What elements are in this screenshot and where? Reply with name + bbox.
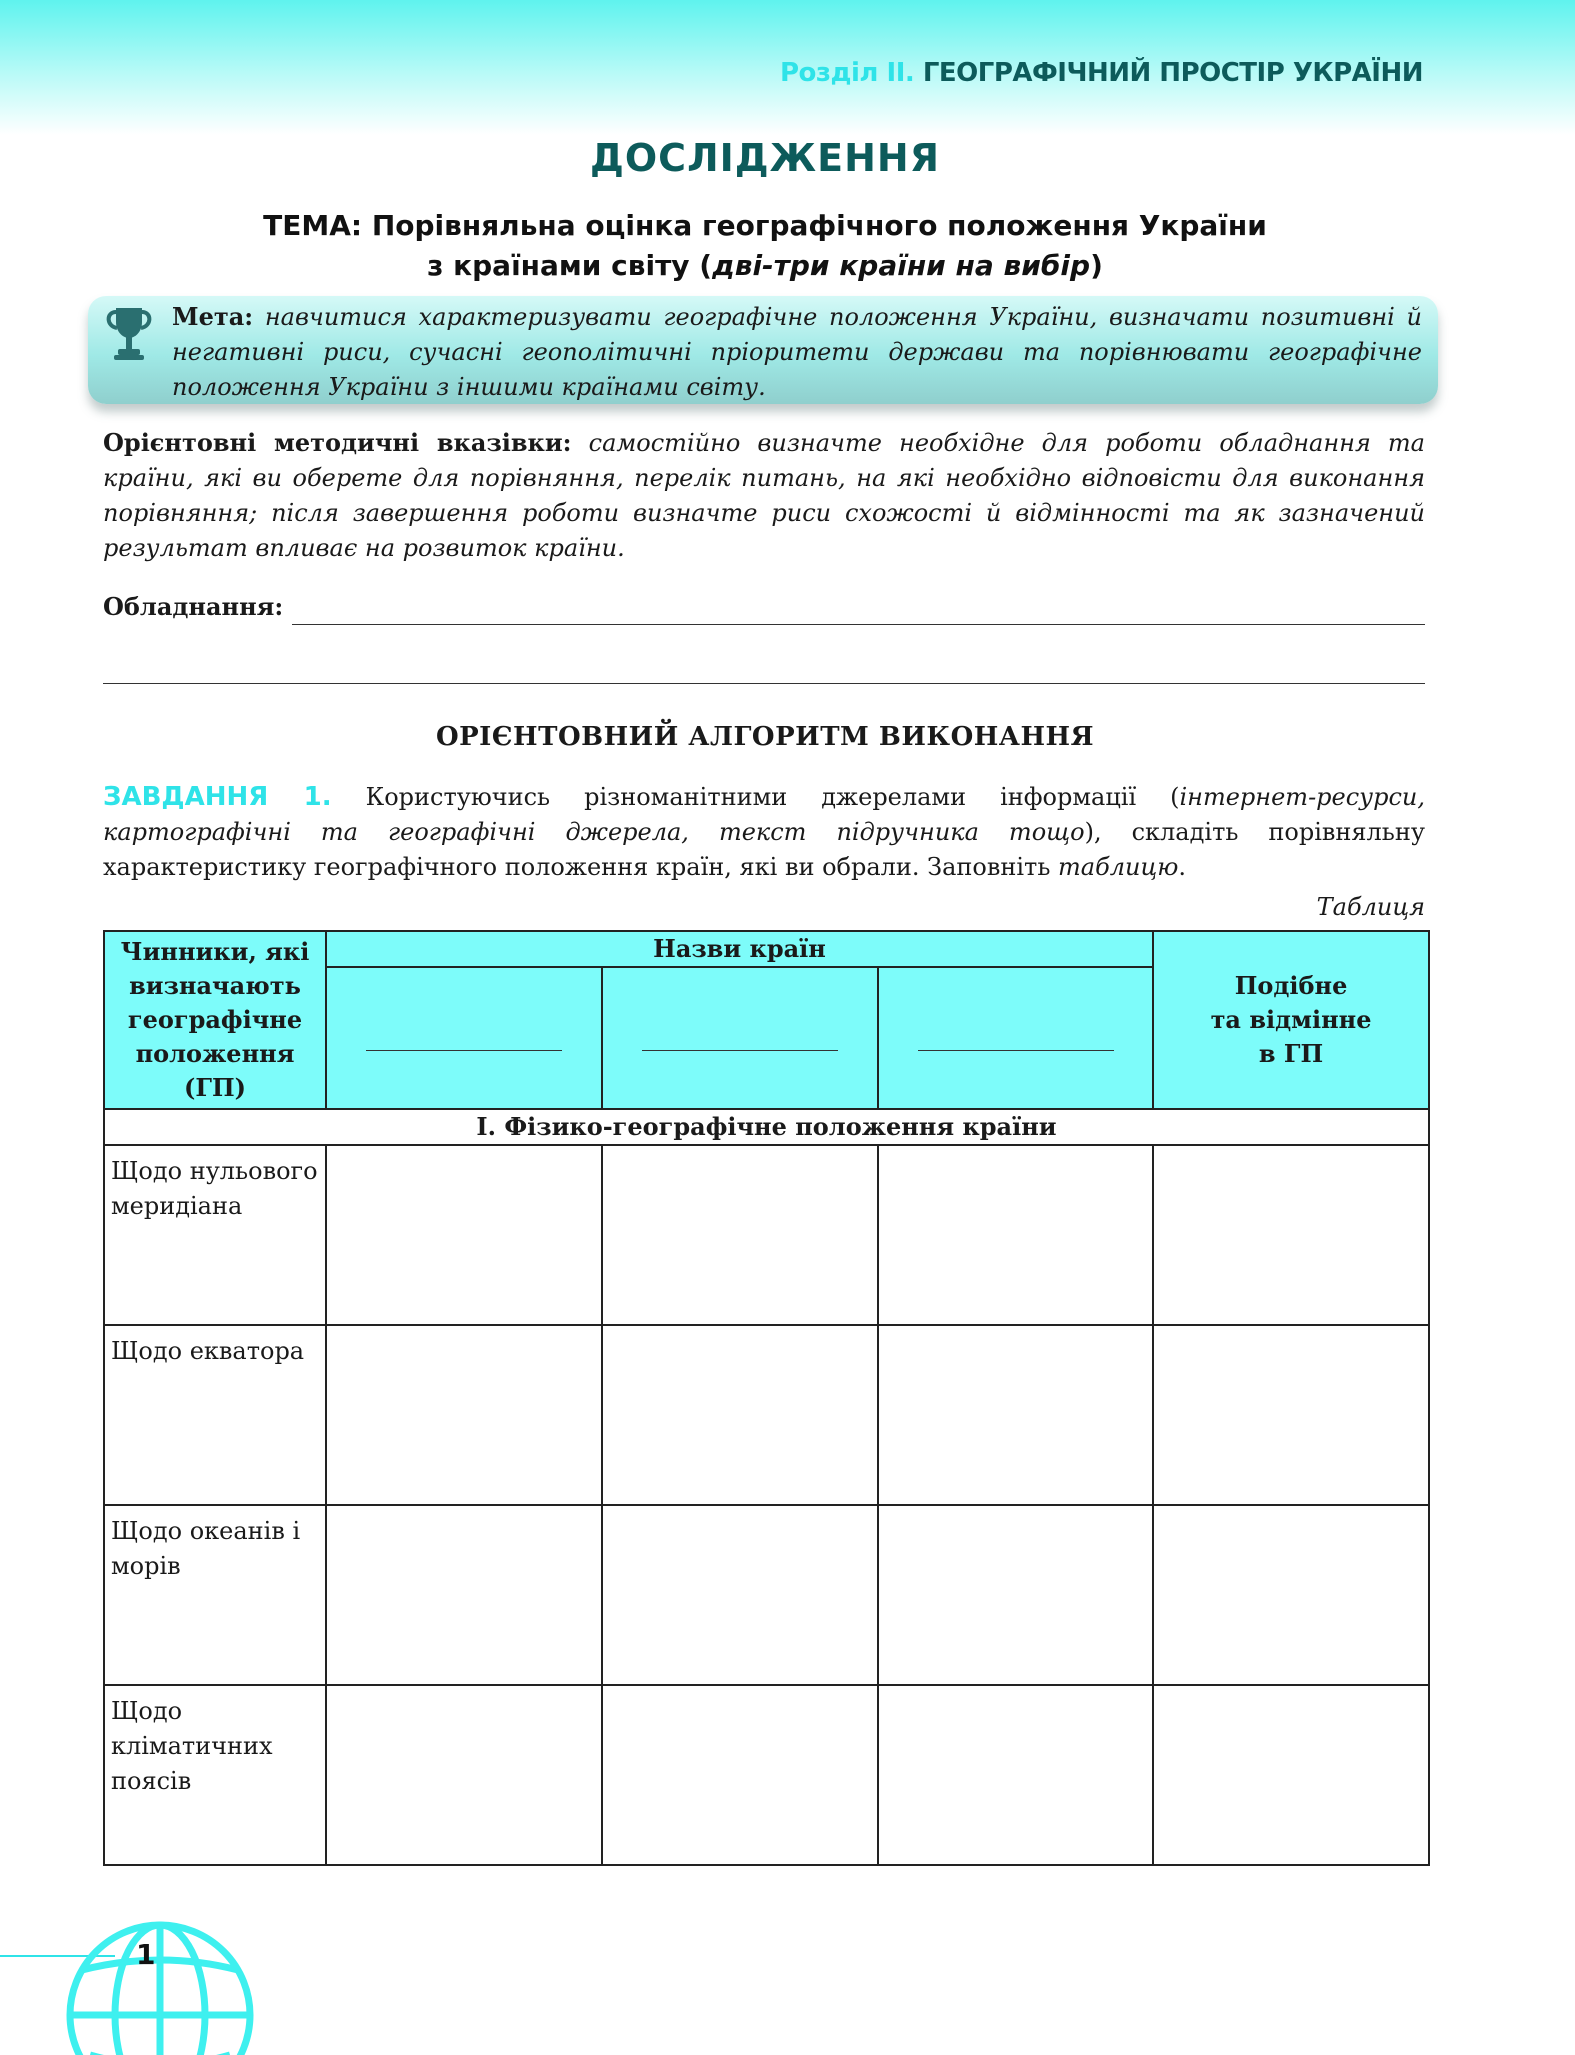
similar-different-header: Подібне та відмінне в ГП: [1153, 931, 1429, 1109]
globe-icon: [60, 1915, 260, 2055]
table-caption: Таблиця: [1316, 893, 1425, 921]
table-row: [104, 1685, 1429, 1865]
factors-header: Чинники, які визначають географічне положення (ГП): [104, 931, 326, 1109]
topic-heading: [0, 206, 1530, 286]
table-cell[interactable]: [326, 1325, 602, 1505]
country-name-field-1[interactable]: [326, 967, 602, 1109]
task-label: ЗАВДАННЯ 1.: [103, 782, 332, 812]
algorithm-title: ОРІЄНТОВНИЙ АЛГОРИТМ ВИКОНАННЯ: [435, 722, 1095, 752]
table-cell[interactable]: [602, 1685, 878, 1865]
equipment-fill-line-1[interactable]: [292, 624, 1425, 625]
table-cell[interactable]: [1153, 1505, 1429, 1685]
table-cell[interactable]: [602, 1325, 878, 1505]
goal-text: Мета: навчитися характеризувати географічне положення України, визначати позитивні й негативні риси, сучасні геополітичні пріоритети держави та порівнювати географічне положення України з іншими країнами світу.: [172, 302, 1423, 401]
table-cell[interactable]: [1153, 1145, 1429, 1325]
row-label-climate-zones: Щодо кліматичних поясів: [104, 1685, 326, 1865]
goal-box: [88, 296, 1438, 404]
table-cell[interactable]: [878, 1325, 1153, 1505]
comparison-table: [103, 930, 1430, 1866]
table-row: [104, 1145, 1429, 1325]
country-name-field-2[interactable]: [602, 967, 878, 1109]
header-title: ГЕОГРАФІЧНИЙ ПРОСТІР УКРАЇНИ: [922, 58, 1423, 88]
equipment-label: Обладнання:: [103, 592, 284, 621]
table-cell[interactable]: [602, 1505, 878, 1685]
table-cell[interactable]: [326, 1505, 602, 1685]
task-1: ЗАВДАННЯ 1. Користуючись різноманітними джерелами інформації (інтернет-ресурси, картографічні та географічні джерела, текст підручника тощо), складіть порівняльну характеристику географічного положення країн, які ви обрали. Заповніть таблицю.: [103, 782, 1425, 881]
table-cell[interactable]: [602, 1145, 878, 1325]
methodical-guidance: Орієнтовні методичні вказівки: самостійно визначте необхідне для роботи обладнання та країни, які ви оберете для порівняння, перелік питань, на які необхідно відповісти для виконання порівняння; після завершення роботи визначте риси схожості й відмінності та як зазначений результат впливає на розвиток країни.: [103, 428, 1425, 562]
table-cell[interactable]: [326, 1145, 602, 1325]
section-physical-geographic: I. Фізико-географічне положення країни: [104, 1109, 1429, 1145]
equipment-fill-line-2[interactable]: [103, 683, 1425, 684]
country-name-field-3[interactable]: [878, 967, 1153, 1109]
topic-line-2: з країнами світу (дві-три країни на вибір): [427, 249, 1103, 282]
table-cell[interactable]: [1153, 1685, 1429, 1865]
row-label-oceans-seas: Щодо океанів і морів: [104, 1505, 326, 1685]
table-cell[interactable]: [326, 1685, 602, 1865]
row-label-prime-meridian: Щодо нульового меридіана: [104, 1145, 326, 1325]
header-section: Розділ ІІ.: [780, 58, 915, 88]
page-number: 1: [136, 1938, 156, 1971]
table-row: [104, 1325, 1429, 1505]
topic-line-1: ТЕМА: Порівняльна оцінка географічного положення України: [263, 209, 1267, 242]
table-cell[interactable]: [878, 1505, 1153, 1685]
trophy-icon: [104, 304, 154, 364]
countries-header: Назви країн: [326, 931, 1153, 967]
table-cell[interactable]: [878, 1685, 1153, 1865]
table-cell[interactable]: [1153, 1325, 1429, 1505]
table-cell[interactable]: [878, 1145, 1153, 1325]
table-row: [104, 1505, 1429, 1685]
row-label-equator: Щодо екватора: [104, 1325, 326, 1505]
running-header: [780, 58, 1423, 88]
page-title: ДОСЛІДЖЕННЯ: [590, 136, 940, 180]
